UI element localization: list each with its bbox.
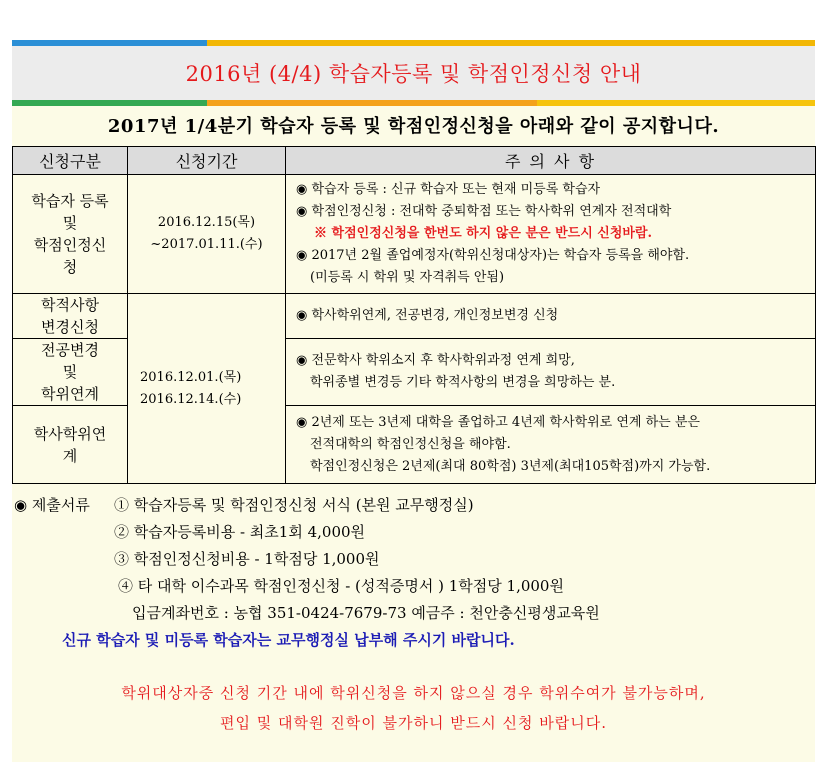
category-cell: 학습자 등록 및 학점인정신 청 — [13, 175, 128, 294]
divider-color-bar — [12, 100, 815, 106]
table-row — [13, 175, 816, 294]
header-period: 신청기간 — [128, 147, 286, 175]
bank-account-info: 입금계좌번호 : 농협 351-0424-7679-73 예금주 : 천안충신평생교육원 — [132, 604, 600, 622]
category-cell: 학적사항 변경신청 — [13, 294, 128, 339]
table-header-row — [13, 147, 816, 175]
announcement-subtitle: 2017년 1/4분기 학습자 등록 및 학점인정신청을 아래와 같이 공지합니다. — [107, 116, 720, 137]
submission-item: ④ 타 대학 이수과목 학점인정신청 - (성적증명서 ) 1학점당 1,000원 — [118, 577, 564, 595]
notes-cell: ◉ 전문학사 학위소지 후 학사학위과정 연계 희망, 학위종별 변경등 기타 학적사항의 변경을 희망하는 분. — [286, 339, 816, 406]
submission-item: ③ 학점인정신청비용 - 1학점당 1,000원 — [114, 550, 380, 568]
category-cell: 학사학위연 계 — [13, 406, 128, 484]
period-cell: 2016.12.15(목) ~2017.01.11.(수) — [128, 175, 286, 294]
category-cell: 전공변경 및 학위연계 — [13, 339, 128, 406]
submission-item: ② 학습자등록비용 - 최초1회 4,000원 — [114, 523, 366, 541]
notes-cell: ◉ 학습자 등록 : 신규 학습자 또는 현재 미등록 학습자 ◉ 학점인정신청 : 전대학 중퇴학점 또는 학사학위 연계자 전적대학 ※ 학점인정신청을 한번도 하지 않은 분은 반드시 신청바람. ◉ 2017년 2월 졸업예정자(학위신청대상자)는 학습자 등록을 해야함. (미등록 시 학위 및 자격취득 안됨) — [286, 175, 816, 294]
header-category: 신청구분 — [13, 147, 128, 175]
header-notes: 주 의 사 항 — [286, 147, 816, 175]
title-banner — [12, 46, 815, 100]
payment-note: 신규 학습자 및 미등록 학습자는 교무행정실 납부해 주시기 바랍니다. — [62, 631, 515, 649]
period-cell: 2016.12.01.(목) 2016.12.14.(수) — [128, 294, 286, 484]
table-row — [13, 294, 816, 339]
notes-cell: ◉ 학사학위연계, 전공변경, 개인정보변경 신청 — [286, 294, 816, 339]
footer-warning-line: 학위대상자중 신청 기간 내에 학위신청을 하지 않으실 경우 학위수여가 불가능하며, — [121, 684, 706, 702]
page-title: 2016년 (4/4) 학습자등록 및 학점인정신청 안내 — [185, 62, 642, 86]
registration-table — [12, 146, 816, 484]
submission-item: ① 학습자등록 및 학점인정신청 서식 (본원 교무행정실) — [114, 496, 474, 514]
notes-cell: ◉ 2년제 또는 3년제 대학을 졸업하고 4년제 학사학위로 연계 하는 분은 전적대학의 학점인정신청을 해야함. 학점인정신청은 2년제(최대 80학점) 3년제(최대105학점)까지 가능함. — [286, 406, 816, 484]
footer-warning-line: 편입 및 대학원 진학이 불가하니 받드시 신청 바랍니다. — [220, 714, 607, 732]
submission-label: ◉ 제출서류 — [14, 496, 90, 514]
